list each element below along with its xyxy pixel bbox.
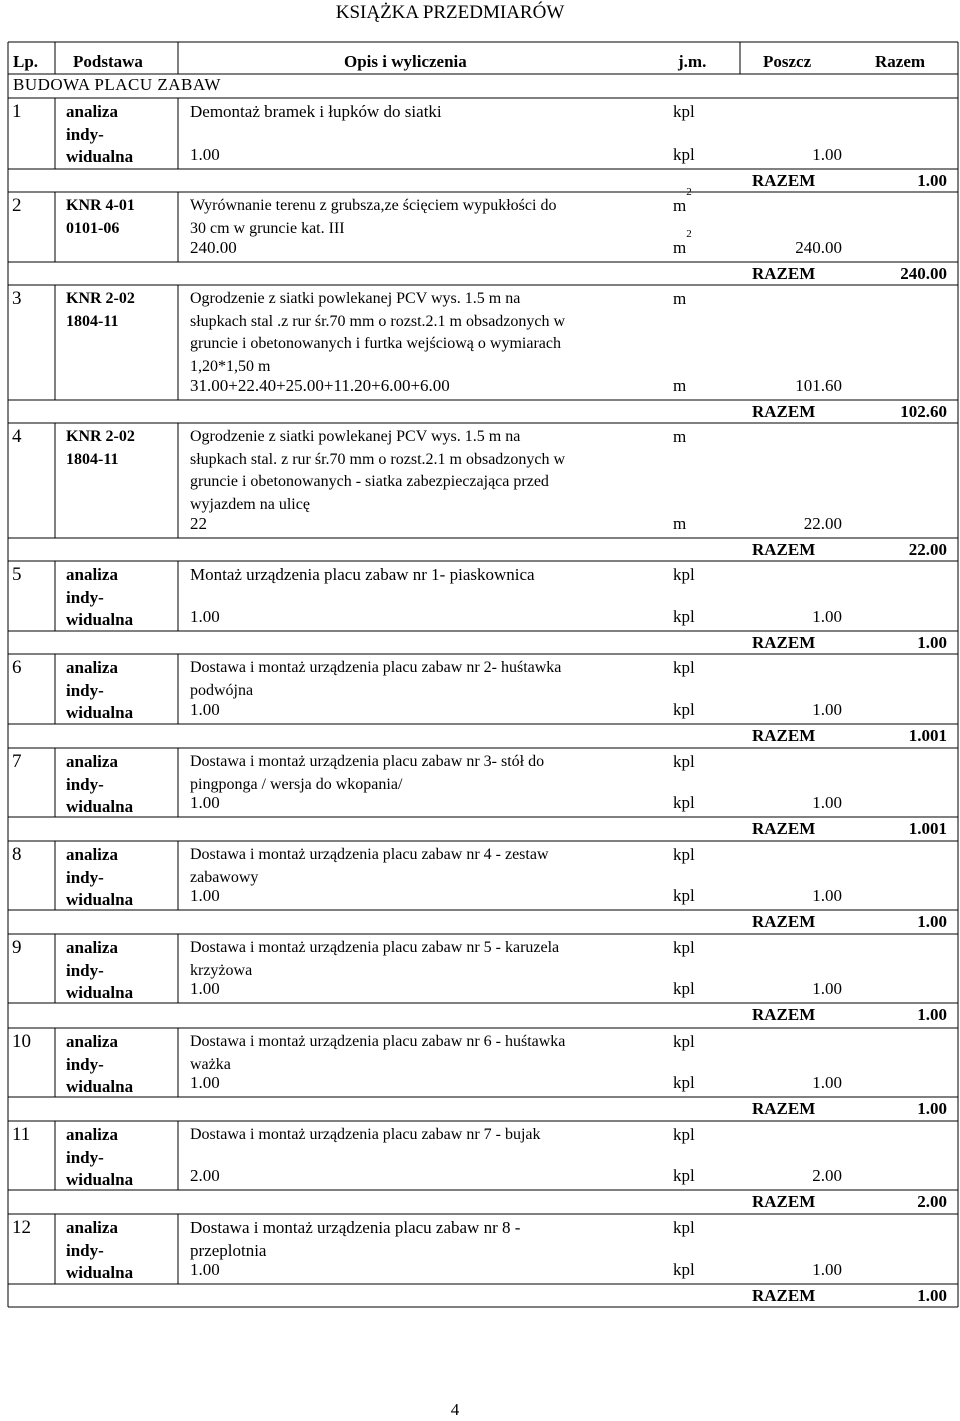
item-2-lp: 2 (12, 195, 22, 216)
item-7-desc-line: Dostawa i montaż urządzenia placu zabaw nr 3- stół do (190, 753, 545, 770)
item-10-calc: 1.00 (190, 1073, 220, 1092)
item-4-basis-line: KNR 2-02 (66, 428, 135, 445)
item-12-calc: 1.00 (190, 1260, 220, 1279)
header-lp: Lp. (13, 52, 39, 71)
item-5-basis-line: analiza (66, 565, 118, 584)
item-6-poszcz: 1.00 (812, 700, 842, 719)
item-2-unit-exponent: 2 (686, 186, 692, 198)
item-10-razem-value: 1.00 (917, 1099, 947, 1118)
item-3-basis-line: 1804-11 (66, 312, 119, 330)
item-11-unit (673, 1124, 695, 1146)
item-2-razem-label: RAZEM (752, 264, 816, 283)
item-2-calc-unit (673, 228, 692, 259)
item-5-calc-unit-text: kpl (673, 607, 695, 626)
item-3-desc-line: 1,20*1,50 m (190, 357, 271, 375)
item-8-calc: 1.00 (190, 886, 220, 905)
item-6-desc-line: Dostawa i montaż urządzenia placu zabaw nr 2- huśtawka (190, 659, 562, 676)
item-12-desc-line: Dostawa i montaż urządzenia placu zabaw nr 8 - (190, 1218, 521, 1237)
item-9-calc-unit-text: kpl (673, 979, 695, 998)
item-2-unit-text: m (673, 196, 687, 215)
item-1-calc: 1.00 (190, 145, 220, 164)
item-8-lp: 8 (12, 844, 22, 865)
item-1-razem-label: RAZEM (752, 171, 816, 190)
item-6-desc-line: podwójna (190, 681, 254, 699)
item-3-basis-line: KNR 2-02 (66, 290, 135, 307)
item-12-razem-value: 1.00 (917, 1286, 947, 1305)
item-7-poszcz: 1.00 (812, 793, 842, 812)
header-poszcz: Poszcz (763, 52, 812, 71)
item-10-basis-line: analiza (66, 1032, 118, 1051)
item-9-razem-label: RAZEM (752, 1005, 816, 1024)
item-5-basis-line: widualna (66, 610, 134, 629)
item-12-unit (673, 1217, 695, 1239)
item-9-razem-value: 1.00 (917, 1005, 947, 1024)
item-3-desc-line: gruncie i obetonowanych i furtka wejściową o wymiarach (190, 335, 561, 352)
item-4-desc-line: Ogrodzenie z siatki powlekanej PCV wys. 1.5 m na (190, 428, 521, 445)
item-5-lp: 5 (12, 564, 22, 585)
item-10-basis-line: widualna (66, 1077, 134, 1096)
item-1-calc-unit (673, 144, 695, 166)
item-6-razem-label: RAZEM (752, 726, 816, 745)
section-title: BUDOWA PLACU ZABAW (13, 75, 221, 94)
item-4-razem-label: RAZEM (752, 540, 816, 559)
item-8-basis-line: indy- (66, 867, 104, 887)
item-10-lp: 10 (12, 1031, 31, 1052)
header-podstawa: Podstawa (73, 52, 143, 71)
item-5-unit (673, 564, 695, 586)
item-3-lp: 3 (12, 288, 22, 309)
item-3-calc-unit-text: m (673, 376, 687, 395)
item-11-unit-text: kpl (673, 1125, 695, 1144)
item-2-poszcz: 240.00 (795, 238, 842, 257)
item-11-basis-line: widualna (66, 1170, 134, 1189)
item-10-calc-unit (673, 1072, 695, 1094)
item-12-razem-label: RAZEM (752, 1286, 816, 1305)
item-6-basis-line: analiza (66, 658, 118, 677)
item-1-unit (673, 101, 695, 123)
item-7-lp: 7 (12, 751, 22, 772)
item-10-desc-line: ważka (190, 1055, 231, 1073)
item-10-poszcz: 1.00 (812, 1073, 842, 1092)
item-7-razem-value: 1.001 (908, 819, 947, 838)
item-12-calc-unit (673, 1259, 695, 1281)
item-8-razem-value: 1.00 (917, 912, 947, 931)
item-1-lp: 1 (12, 101, 22, 122)
item-4-poszcz: 22.00 (803, 514, 842, 533)
item-11-calc: 2.00 (190, 1166, 220, 1185)
item-9-basis-line: analiza (66, 938, 118, 957)
item-8-basis-line: analiza (66, 845, 118, 864)
item-12-unit-text: kpl (673, 1218, 695, 1237)
item-2-razem-value: 240.00 (900, 264, 947, 283)
item-9-poszcz: 1.00 (812, 979, 842, 998)
item-1-basis-line: analiza (66, 102, 118, 121)
item-6-basis-line: indy- (66, 680, 104, 700)
item-3-calc: 31.00+22.40+25.00+11.20+6.00+6.00 (190, 376, 450, 395)
item-8-unit (673, 844, 695, 866)
header-razem: Razem (875, 52, 926, 71)
item-4-desc-line: gruncie i obetonowanych - siatka zabezpieczająca przed (190, 473, 549, 490)
item-6-calc-unit-text: kpl (673, 700, 695, 719)
item-3-unit (673, 288, 686, 310)
item-6-calc: 1.00 (190, 700, 220, 719)
item-4-desc-line: wyjazdem na ulicę (190, 495, 310, 513)
item-7-calc-unit-text: kpl (673, 793, 695, 812)
item-9-calc: 1.00 (190, 979, 220, 998)
item-3-razem-value: 102.60 (900, 402, 947, 421)
item-3-desc-line: słupkach stal .z rur śr.70 mm o rozst.2.1 m obsadzonych w (190, 312, 566, 330)
item-12-lp: 12 (12, 1217, 31, 1238)
item-12-basis-line: analiza (66, 1218, 118, 1237)
item-9-unit-text: kpl (673, 938, 695, 957)
header-opis: Opis i wyliczenia (344, 52, 467, 71)
item-7-basis-line: analiza (66, 752, 118, 771)
item-1-razem-value: 1.00 (917, 171, 947, 190)
item-4-unit (673, 426, 686, 448)
item-9-basis-line: widualna (66, 983, 134, 1002)
item-3-poszcz: 101.60 (795, 376, 842, 395)
item-11-razem-label: RAZEM (752, 1192, 816, 1211)
item-6-unit (673, 657, 695, 679)
item-10-razem-label: RAZEM (752, 1099, 816, 1118)
item-10-unit-text: kpl (673, 1032, 695, 1051)
item-3-desc-line: Ogrodzenie z siatki powlekanej PCV wys. 1.5 m na (190, 290, 521, 307)
item-4-calc-unit-text: m (673, 514, 687, 533)
item-8-razem-label: RAZEM (752, 912, 816, 931)
item-7-unit (673, 751, 695, 773)
item-4-lp: 4 (12, 426, 22, 447)
item-5-basis-line: indy- (66, 587, 104, 607)
item-4-unit-text: m (673, 427, 687, 446)
item-2-basis-line: 0101-06 (66, 219, 120, 237)
item-10-basis-line: indy- (66, 1054, 104, 1074)
item-11-desc-line: Dostawa i montaż urządzenia placu zabaw nr 7 - bujak (190, 1126, 541, 1143)
item-1-basis-line: indy- (66, 124, 104, 144)
item-12-basis-line: widualna (66, 1263, 134, 1282)
item-4-calc: 22 (190, 514, 207, 533)
item-6-lp: 6 (12, 657, 22, 678)
item-8-unit-text: kpl (673, 845, 695, 864)
item-4-basis-line: 1804-11 (66, 450, 119, 468)
item-3-calc-unit (673, 375, 686, 397)
item-11-calc-unit-text: kpl (673, 1166, 695, 1185)
item-10-unit (673, 1031, 695, 1053)
item-5-razem-label: RAZEM (752, 633, 816, 652)
item-7-razem-label: RAZEM (752, 819, 816, 838)
item-7-calc-unit (673, 792, 695, 814)
item-12-calc-unit-text: kpl (673, 1260, 695, 1279)
item-5-unit-text: kpl (673, 565, 695, 584)
item-2-calc-unit-text: m (673, 238, 687, 257)
item-1-poszcz: 1.00 (812, 145, 842, 164)
item-8-calc-unit (673, 885, 695, 907)
item-9-calc-unit (673, 978, 695, 1000)
item-11-poszcz: 2.00 (812, 1166, 842, 1185)
item-2-desc-line: 30 cm w gruncie kat. III (190, 219, 345, 237)
item-8-desc-line: Dostawa i montaż urządzenia placu zabaw nr 4 - zestaw (190, 846, 549, 863)
item-11-basis-line: analiza (66, 1125, 118, 1144)
item-11-basis-line: indy- (66, 1147, 104, 1167)
item-11-calc-unit (673, 1165, 695, 1187)
page-number: 4 (450, 1400, 460, 1419)
item-11-razem-value: 2.00 (917, 1192, 947, 1211)
item-6-calc-unit (673, 699, 695, 721)
item-4-calc-unit (673, 513, 686, 535)
item-10-desc-line: Dostawa i montaż urządzenia placu zabaw nr 6 - huśtawka (190, 1033, 566, 1050)
document-title: KSIĄŻKA PRZEDMIARÓW (335, 2, 565, 23)
item-2-calc: 240.00 (190, 238, 237, 257)
item-11-lp: 11 (12, 1124, 31, 1145)
item-8-basis-line: widualna (66, 890, 134, 909)
item-7-unit-text: kpl (673, 752, 695, 771)
item-2-basis-line: KNR 4-01 (66, 197, 135, 214)
item-5-razem-value: 1.00 (917, 633, 947, 652)
item-3-unit-text: m (673, 289, 687, 308)
item-9-basis-line: indy- (66, 960, 104, 980)
item-6-razem-value: 1.001 (908, 726, 947, 745)
item-7-basis-line: widualna (66, 797, 134, 816)
item-2-unit (673, 186, 692, 217)
item-9-unit (673, 937, 695, 959)
item-4-desc-line: słupkach stal. z rur śr.70 mm o rozst.2.1 m obsadzonych w (190, 450, 566, 468)
item-1-basis-line: widualna (66, 147, 134, 166)
item-5-calc: 1.00 (190, 607, 220, 626)
item-10-calc-unit-text: kpl (673, 1073, 695, 1092)
item-9-desc-line: krzyżowa (190, 961, 253, 979)
item-12-basis-line: indy- (66, 1240, 104, 1260)
item-6-basis-line: widualna (66, 703, 134, 722)
item-7-desc-line: pingponga / wersja do wkopania/ (190, 775, 403, 793)
item-5-calc-unit (673, 606, 695, 628)
item-1-unit-text: kpl (673, 102, 695, 121)
item-1-desc-line: Demontaż bramek i łupków do siatki (190, 102, 442, 121)
item-8-desc-line: zabawowy (190, 868, 259, 886)
item-12-poszcz: 1.00 (812, 1260, 842, 1279)
item-8-poszcz: 1.00 (812, 886, 842, 905)
item-3-razem-label: RAZEM (752, 402, 816, 421)
item-9-desc-line: Dostawa i montaż urządzenia placu zabaw nr 5 - karuzela (190, 939, 560, 956)
header-jm: j.m. (678, 52, 707, 71)
item-2-desc-line: Wyrównanie terenu z grubsza,ze ścięciem wypukłości do (190, 197, 557, 214)
item-1-calc-unit-text: kpl (673, 145, 695, 164)
item-5-desc-line: Montaż urządzenia placu zabaw nr 1- piaskownica (190, 565, 535, 584)
item-6-unit-text: kpl (673, 658, 695, 677)
item-5-poszcz: 1.00 (812, 607, 842, 626)
item-4-razem-value: 22.00 (908, 540, 947, 559)
item-9-lp: 9 (12, 937, 22, 958)
item-7-calc: 1.00 (190, 793, 220, 812)
item-2-calc-unit-exponent: 2 (686, 228, 692, 240)
item-8-calc-unit-text: kpl (673, 886, 695, 905)
item-7-basis-line: indy- (66, 774, 104, 794)
item-12-desc-line: przeplotnia (190, 1240, 267, 1260)
